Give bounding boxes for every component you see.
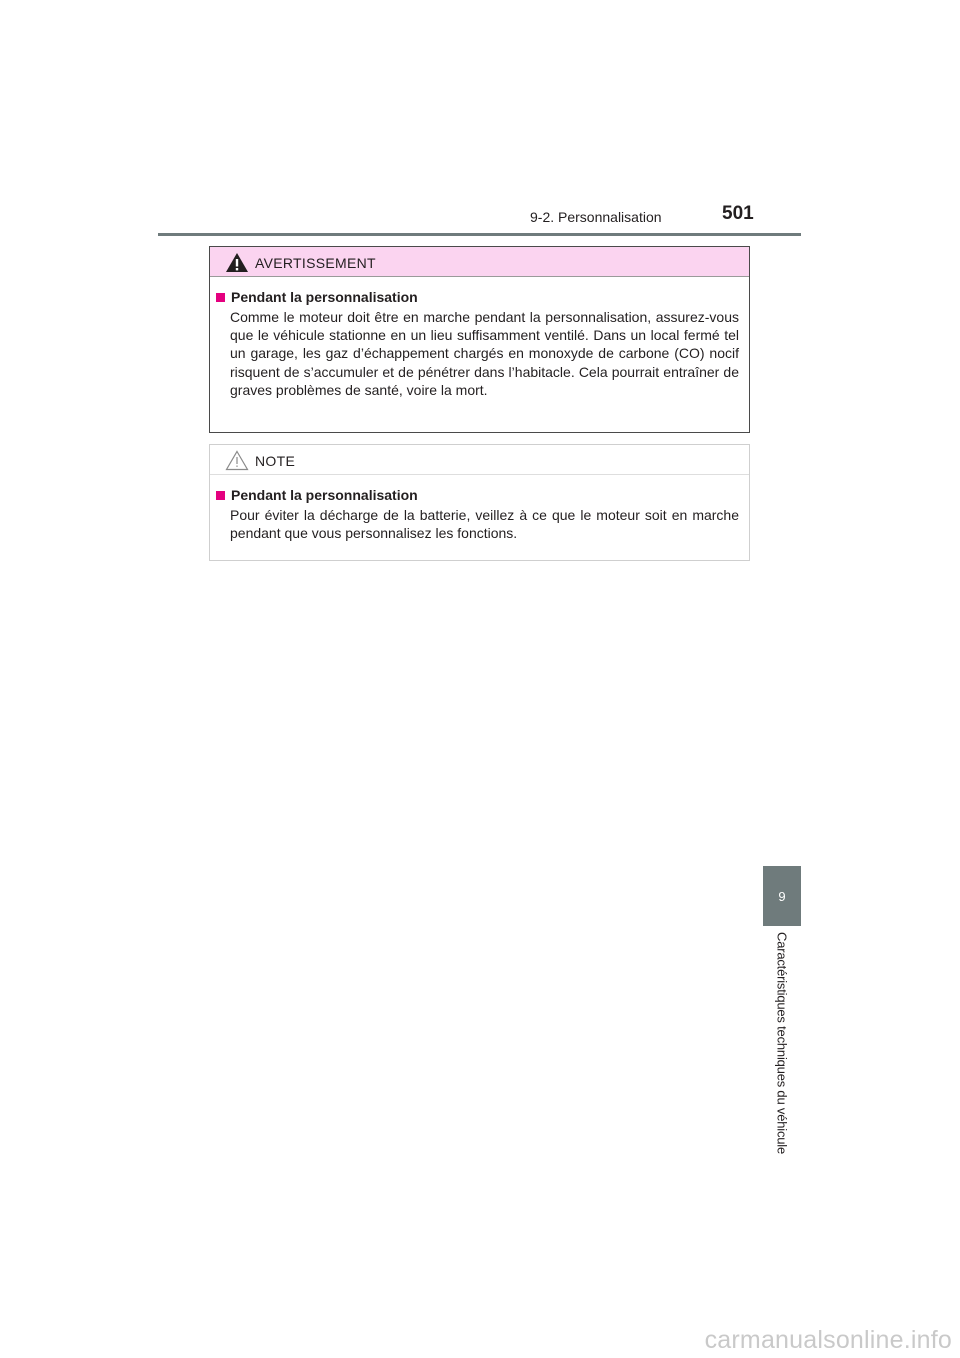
warning-label: AVERTISSEMENT <box>255 255 376 271</box>
warning-item-title-text: Pendant la personnalisation <box>231 289 418 305</box>
warning-box <box>209 246 750 433</box>
square-bullet-icon <box>216 293 225 302</box>
chapter-side-title: Caractéristiques techniques du véhicule <box>774 932 790 1154</box>
square-bullet-icon <box>216 491 225 500</box>
warning-item-title <box>216 289 749 305</box>
note-header <box>210 445 749 475</box>
section-title: 9-2. Personnalisation <box>530 209 662 225</box>
warning-triangle-filled-icon <box>225 252 249 273</box>
warning-header <box>210 247 749 277</box>
note-label: NOTE <box>255 453 296 469</box>
warning-item-body: Comme le moteur doit être en marche pendant la personnalisation, assurez-vous que le véhicule stationne en un lieu suffisamment ventilé. Dans un local fermé tel un garage, les gaz d’échappement chargés en monoxyde de carbone (CO) nocif risquent de s’accumuler et de pénétrer dans l’habitacle. Cela pourrait entraîner de graves problèmes de santé, voire la mort. <box>230 309 739 398</box>
note-item-title-text: Pendant la personnalisation <box>231 487 418 503</box>
chapter-number: 9 <box>778 888 786 904</box>
warning-triangle-outline-icon <box>225 450 249 471</box>
note-item-title <box>216 487 749 503</box>
note-box <box>209 444 750 561</box>
chapter-tab <box>763 866 801 926</box>
header-divider <box>158 233 801 236</box>
note-item-body: Pour éviter la décharge de la batterie, veillez à ce que le moteur soit en marche pendant que vous personnalisez les fonctions. <box>230 507 739 542</box>
watermark: carmanualsonline.info <box>704 1326 952 1354</box>
page-number: 501 <box>722 203 754 224</box>
